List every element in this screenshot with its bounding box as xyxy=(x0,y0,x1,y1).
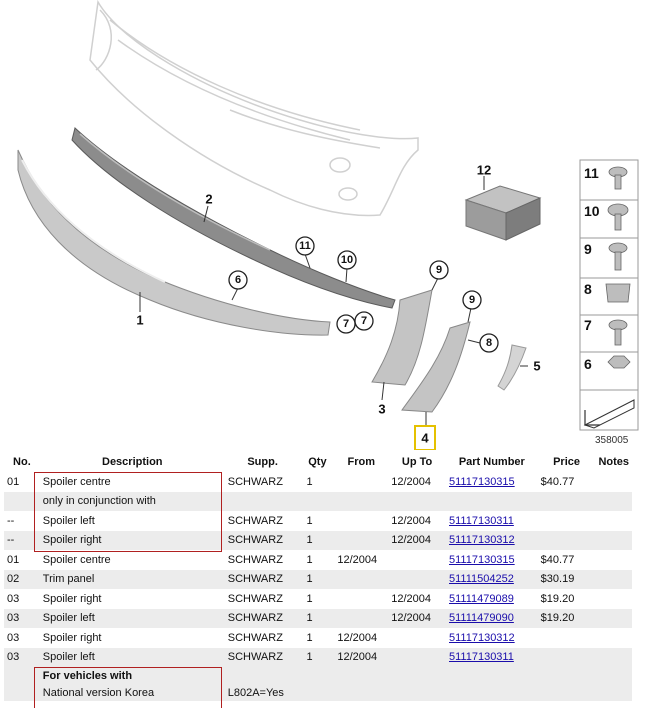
table-row xyxy=(4,609,632,629)
screw-icon xyxy=(609,243,627,253)
cell-upto: 12/2004 xyxy=(391,475,431,488)
cell-price: $30.19 xyxy=(538,570,596,590)
note-row xyxy=(4,667,632,684)
callout-9b: 9 xyxy=(468,294,476,306)
table-row xyxy=(4,570,632,590)
cell-from xyxy=(334,472,388,492)
table-row xyxy=(4,648,632,668)
cell-desc: Spoiler left xyxy=(40,648,225,668)
cell-qty: 1 xyxy=(301,531,335,551)
cell-notes xyxy=(595,648,632,668)
callout-5: 5 xyxy=(533,358,541,374)
parts-table xyxy=(4,452,632,701)
cell-supp: SCHWARZ xyxy=(225,570,301,590)
cell-price: $40.77 xyxy=(540,475,575,488)
col-upto: Up To xyxy=(388,452,446,472)
cell-from xyxy=(334,609,388,629)
part-number-link[interactable]: 51117130315 xyxy=(449,553,515,566)
cell-upto: 12/2004 xyxy=(391,592,431,605)
cell-no: 01 xyxy=(7,553,20,566)
legend-10: 10 xyxy=(584,203,600,219)
cell-desc: Spoiler right xyxy=(42,592,102,605)
part-5-bracket[interactable] xyxy=(498,345,526,390)
callout-8: 7 xyxy=(342,318,350,330)
col-description: Description xyxy=(40,452,225,472)
note-row xyxy=(4,684,632,701)
col-supp: Supp. xyxy=(225,452,301,472)
cell-price: $40.77 xyxy=(540,553,575,566)
cell-qty: 1 xyxy=(306,592,313,605)
diagram-id: 358005 xyxy=(595,435,629,446)
nut-clip-icon xyxy=(606,284,630,302)
col-price: Price xyxy=(538,452,596,472)
callout-3: 3 xyxy=(378,401,386,417)
cell-qty xyxy=(301,492,335,512)
cell-no xyxy=(4,492,40,512)
cell-notes xyxy=(595,609,632,629)
col-from: From xyxy=(334,452,388,472)
cell-qty: 1 xyxy=(306,631,313,644)
cell-pn xyxy=(446,589,538,609)
cell-desc: Spoiler left xyxy=(40,609,225,629)
note-line: National version Korea xyxy=(40,684,225,701)
cell-from: 12/2004 xyxy=(337,631,378,644)
cell-no: -- xyxy=(7,514,15,527)
cell-upto xyxy=(388,628,446,648)
cell-desc: Trim panel xyxy=(40,570,225,590)
legend-11: 11 xyxy=(584,165,599,181)
table-row xyxy=(4,472,632,492)
cell-no: 03 xyxy=(7,631,20,644)
cell-notes xyxy=(595,531,632,551)
cell-notes xyxy=(595,511,632,531)
legend-6: 6 xyxy=(584,356,592,372)
cell-price: $19.20 xyxy=(538,609,596,629)
cell-qty: 1 xyxy=(301,609,335,629)
cell-price xyxy=(538,492,596,512)
cell-from xyxy=(334,511,388,531)
legend-8: 8 xyxy=(584,281,592,297)
cell-from xyxy=(334,492,388,512)
cell-notes xyxy=(595,570,632,590)
table-row xyxy=(4,511,632,531)
cell-pn xyxy=(446,648,538,668)
part-number-link[interactable]: 51111479089 xyxy=(449,592,514,605)
cell-no: 02 xyxy=(4,570,40,590)
bolt-icon xyxy=(609,320,627,330)
cell-pn xyxy=(446,531,538,551)
col-no: No. xyxy=(4,452,40,472)
cell-desc: Spoiler centre xyxy=(42,553,111,566)
cell-qty: 1 xyxy=(306,514,313,527)
callout-4[interactable]: 4 xyxy=(421,430,429,446)
cell-supp xyxy=(225,492,301,512)
cell-from xyxy=(334,589,388,609)
table-row xyxy=(4,492,632,512)
cell-notes xyxy=(595,589,632,609)
cell-notes xyxy=(595,628,632,648)
part-number-link[interactable]: 51117130312 xyxy=(449,534,515,547)
col-notes: Notes xyxy=(595,452,632,472)
part-number-link[interactable]: 51117130311 xyxy=(449,651,514,664)
cell-desc: Spoiler left xyxy=(42,514,95,527)
cell-upto: 12/2004 xyxy=(391,514,431,527)
part-1-spoiler-centre[interactable] xyxy=(18,150,330,335)
cell-desc: Spoiler centre xyxy=(42,475,111,488)
cell-upto: 12/2004 xyxy=(388,609,446,629)
cell-desc: Spoiler right xyxy=(42,631,102,644)
col-part-number: Part Number xyxy=(446,452,538,472)
part-number-link[interactable]: 51117130315 xyxy=(449,475,515,488)
callout-7a: 6 xyxy=(234,274,242,286)
cell-qty: 1 xyxy=(306,553,313,566)
cell-supp: SCHWARZ xyxy=(227,631,283,644)
cell-supp: SCHWARZ xyxy=(227,592,283,605)
cell-desc: only in conjunction with xyxy=(40,492,225,512)
cell-supp: SCHWARZ xyxy=(225,648,301,668)
part-number-link[interactable]: 51117130312 xyxy=(449,631,515,644)
cell-desc: Spoiler right xyxy=(40,531,225,551)
part-number-link[interactable]: 51117130311 xyxy=(449,514,514,527)
table-header-row xyxy=(4,452,632,472)
callout-11: 11 xyxy=(299,240,311,252)
callout-1: 1 xyxy=(136,312,144,328)
callout-2: 2 xyxy=(205,191,213,207)
cell-supp: SCHWARZ xyxy=(227,475,283,488)
col-qty: Qty xyxy=(301,452,335,472)
legend-9: 9 xyxy=(584,241,592,257)
cell-price: $19.20 xyxy=(540,592,575,605)
cell-supp: SCHWARZ xyxy=(225,531,301,551)
cell-pn xyxy=(446,570,538,590)
callout-10: 10 xyxy=(340,254,354,266)
cell-no: 03 xyxy=(4,609,40,629)
part-number-link[interactable]: 51111504252 xyxy=(449,573,514,586)
cell-no: -- xyxy=(4,531,40,551)
cell-price xyxy=(538,511,596,531)
cell-supp: SCHWARZ xyxy=(227,514,283,527)
cell-qty: 1 xyxy=(301,570,335,590)
cell-no: 01 xyxy=(7,475,20,488)
cell-price xyxy=(538,531,596,551)
cell-upto xyxy=(388,570,446,590)
table-row xyxy=(4,628,632,648)
cell-price xyxy=(538,648,596,668)
cell-pn xyxy=(446,628,538,648)
note-title: For vehicles with xyxy=(40,667,225,684)
cell-pn xyxy=(446,472,538,492)
cell-qty: 1 xyxy=(301,648,335,668)
cell-supp: SCHWARZ xyxy=(227,553,283,566)
note-supp: L802A=Yes xyxy=(225,684,301,701)
cell-qty: 1 xyxy=(306,475,313,488)
part-12-foam-block[interactable] xyxy=(466,186,540,240)
table-row xyxy=(4,550,632,570)
cell-pn xyxy=(446,511,538,531)
part-number-link[interactable]: 51111479090 xyxy=(449,612,514,625)
cell-from xyxy=(334,531,388,551)
cell-from xyxy=(334,570,388,590)
cell-notes xyxy=(595,492,632,512)
cell-no: 03 xyxy=(4,648,40,668)
cell-upto xyxy=(388,648,446,668)
cell-notes xyxy=(595,550,632,570)
cell-pn xyxy=(446,550,538,570)
callout-6: 8 xyxy=(485,337,493,349)
callout-9a: 9 xyxy=(435,264,443,276)
legend-7: 7 xyxy=(584,317,592,333)
callout-7b: 7 xyxy=(360,315,368,327)
cell-no: 03 xyxy=(7,592,20,605)
table-row xyxy=(4,531,632,551)
cell-from: 12/2004 xyxy=(334,648,388,668)
table-row xyxy=(4,589,632,609)
cell-from: 12/2004 xyxy=(337,553,378,566)
cell-price xyxy=(538,628,596,648)
cell-upto xyxy=(388,550,446,570)
cell-supp: SCHWARZ xyxy=(225,609,301,629)
cell-notes xyxy=(595,472,632,492)
cell-upto xyxy=(388,492,446,512)
cell-pn xyxy=(446,492,538,512)
parts-table-wrap xyxy=(4,452,632,701)
callout-12: 12 xyxy=(476,162,492,178)
cell-upto: 12/2004 xyxy=(388,531,446,551)
fastener-legend xyxy=(580,160,638,430)
cell-pn xyxy=(446,609,538,629)
